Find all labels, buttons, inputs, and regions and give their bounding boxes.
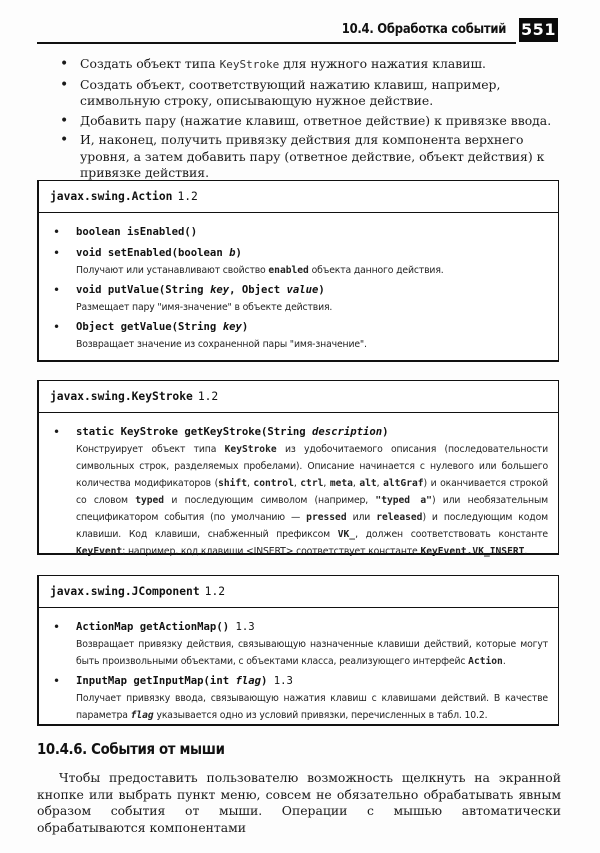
running-header xyxy=(37,18,560,44)
header-rule xyxy=(37,42,516,44)
method-signature: • void setEnabled(boolean b) xyxy=(76,247,242,259)
inline-code: typed xyxy=(135,495,165,506)
class-name: javax.swing.JComponent xyxy=(50,585,200,598)
method-description: Возвращает привязку действия, связывающую назначенные клавиши действий, которые могут быть произвольными объектами, с объектами класса, реализующего интерфейс Action. xyxy=(76,639,548,667)
page-number: 551 xyxy=(519,18,558,42)
list-item: • И, наконец, получить привязку действия для компонента верхнего уровня, а затем добавить пару (ответное действие, объект действия) к привязке действия. xyxy=(60,132,565,182)
api-box-header xyxy=(39,181,558,213)
inline-code: control xyxy=(253,478,294,489)
inline-code: KeyEvent xyxy=(76,546,123,557)
bullet-text: для нужного нажатия клавиш. xyxy=(279,56,486,71)
inline-code: ctrl xyxy=(300,478,324,489)
inline-code: altGraf xyxy=(383,478,424,489)
api-box-header xyxy=(39,381,558,413)
inline-code: alt xyxy=(359,478,377,489)
class-name: javax.swing.Action xyxy=(50,190,173,203)
version: 1.2 xyxy=(197,390,219,403)
running-header-title: 10.4. Обработка событий xyxy=(341,21,506,37)
section-heading: 10.4.6. События от мыши xyxy=(37,740,225,758)
bullet-text: Создать объект типа xyxy=(80,56,220,71)
method-description: Возвращает значение из сохраненной пары "имя-значение". xyxy=(76,339,367,350)
list-item: • Создать объект, соответствующий нажатию клавиш, например, символьную строку, описывающую нужное действие. xyxy=(60,77,565,110)
method-description: Размещает пару "имя-значение" в объекте действия. xyxy=(76,302,333,313)
inline-code: KeyStroke xyxy=(219,58,280,71)
inline-code: KeyEvent.VK_INSERT xyxy=(420,546,525,557)
method-signature: • void putValue(String key, Object value) xyxy=(76,284,325,296)
inline-code: KeyStroke xyxy=(224,444,277,455)
api-method xyxy=(51,672,548,724)
body-paragraph: Чтобы предоставить пользователю возможность щелкнуть на экранной кнопке или выбрать пункт меню, совсем не обязательно обрабатывать явным образом события от мыши. Операции с мышью автоматически обрабатываются компонентами xyxy=(37,770,561,835)
api-method xyxy=(51,244,548,279)
method-description: Получает привязку ввода, связывающую нажатия клавиш с клавишами действий. В качестве параметра flag указывается одно из условий привязки, перечисленных в табл. 10.2. xyxy=(76,693,548,721)
method-signature: • ActionMap getActionMap() 1.3 xyxy=(76,621,255,633)
method-description: Конструирует объект типа KeyStroke из удобочитаемого описания (последовательности символьных строк, разделяемых пробелами). Описание начинается с нулевого или большего количества модификаторов (shift, control, ctrl, meta, alt, altGraf) и оканчивается строкой со словом typed и последующим символом (например, "typed a") или необязательным спецификатором события (по умолчанию — pressed или released) и последующим кодом клавиши. Код клавиши, снабженный префиксом VK_, должен соответствовать константе KeyEvent; например, код клавиши <INSERT> соответствует константе KeyEvent.VK_INSERT. xyxy=(76,444,549,557)
api-method xyxy=(51,618,548,670)
method-signature: • Object getValue(String key) xyxy=(76,321,249,333)
intro-bullet-list xyxy=(60,56,565,185)
api-method xyxy=(51,423,548,560)
list-item: • Добавить пару (нажатие клавиш, ответное действие) к привязке ввода. xyxy=(60,113,565,130)
api-method xyxy=(51,281,548,316)
version: 1.2 xyxy=(204,585,226,598)
api-box-action xyxy=(37,180,559,362)
api-box-keystroke xyxy=(37,380,559,555)
list-item xyxy=(60,56,565,74)
method-signature: • InputMap getInputMap(int flag) 1.3 xyxy=(76,675,293,687)
method-description: Получают или устанавливают свойство enabled объекта данного действия. xyxy=(76,265,444,276)
api-box-jcomponent xyxy=(37,575,559,726)
method-signature: • boolean isEnabled() xyxy=(76,226,198,238)
inline-code: "typed a" xyxy=(375,495,432,506)
api-method xyxy=(51,223,548,241)
version: 1.2 xyxy=(177,190,198,203)
inline-code: released xyxy=(376,512,423,523)
inline-code: pressed xyxy=(306,512,347,523)
inline-code: meta xyxy=(329,478,353,489)
inline-code: VK_ xyxy=(337,529,356,540)
class-name: javax.swing.KeyStroke xyxy=(50,390,193,403)
inline-code: shift xyxy=(218,478,247,489)
method-signature: • static KeyStroke getKeyStroke(String description) xyxy=(76,426,389,438)
api-box-header xyxy=(39,576,558,608)
api-method xyxy=(51,318,548,353)
